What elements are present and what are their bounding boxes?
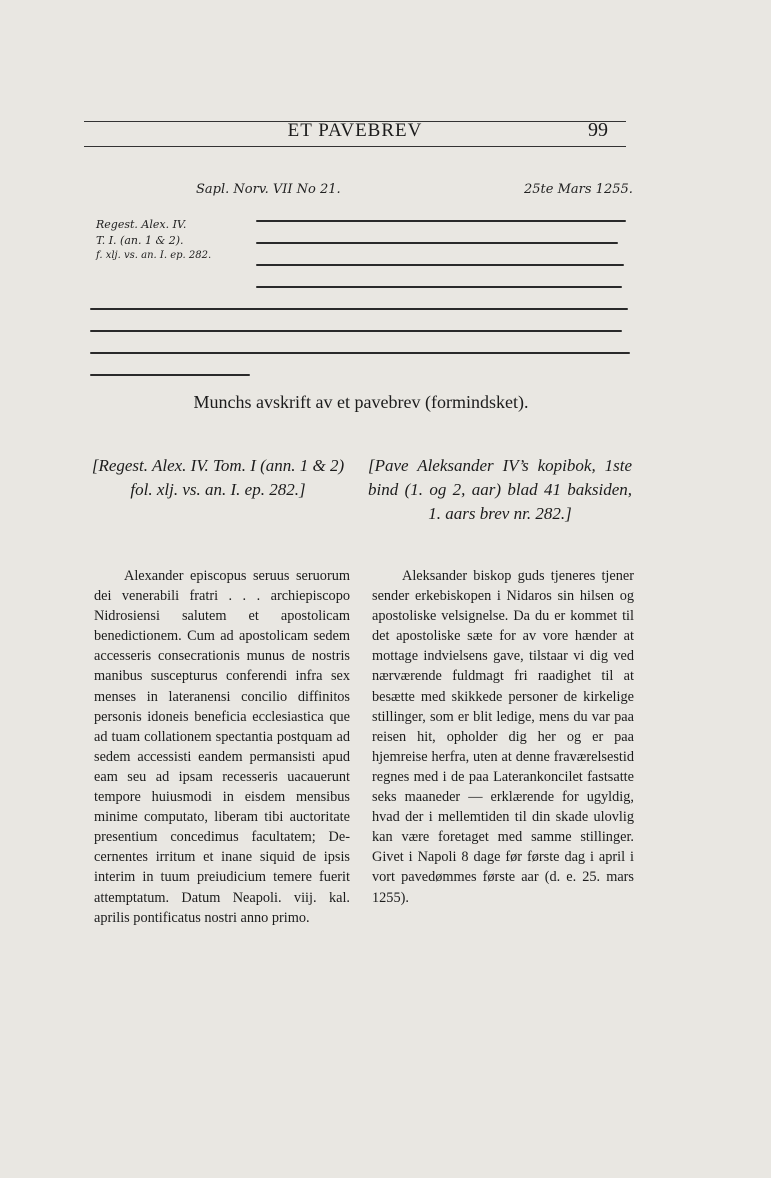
margin-note-line: f. xlj. vs. an. I. ep. 282. — [96, 250, 212, 261]
handwriting-stroke — [90, 374, 250, 376]
latin-source-heading: [Regest. Alex. IV. Tom. I (ann. 1 & 2) fol. xlj. vs. an. I. ep. 282.] — [91, 456, 345, 499]
handwriting-stroke — [90, 352, 630, 354]
latin-paragraph: Alexander episcopus seruus seruorum dei venerabili fratri . . . archiepiscopo Nidrosiensi salutem et apostolicam benedictionem. Cum ad apostolicam sedem accesseris consecrationis munus de nostris manibus suscepturus conferendi infra sex menses in lateranensi concilio diffinitos personis idoneis beneficia ecclesiastica que ad tuam collationem spectantia postquam ad sedem accessisti eandem permansisti apud eam seu ad ipsam recesseris uacauerunt tempore huiusmodi in eisdem mensibus minime computato, liberam tibi auctoritate presentium concedimus facultatem; Decernentes irritum et inane siquid de ipsis interim in tuum preiudicium temere fuerit attemptatum. Datum Neapoli. viij. kal. aprilis pontificatus nostri anno primo. — [94, 568, 350, 926]
handwriting-stroke — [90, 330, 622, 332]
handwriting-stroke — [256, 286, 622, 288]
handwriting-stroke — [90, 308, 628, 310]
norwegian-text-column — [372, 566, 634, 908]
running-title: ET PAVEBREV — [287, 120, 423, 141]
margin-note-line: T. I. (an. 1 & 2). — [96, 234, 184, 247]
norwegian-source-heading: [Pave Aleksander IV’s kopibok, 1ste bind (1. og 2, aar) blad 41 baksiden, 1. aars brev nr. 282.] — [368, 456, 632, 523]
figure-caption: Munchs avskrift av et pavebrev (formindsket). — [193, 392, 529, 412]
handwriting-stroke — [256, 220, 626, 222]
date-note: 25te Mars 1255. — [524, 182, 633, 197]
margin-note-line: Regest. Alex. IV. — [96, 218, 187, 231]
header-rule-bottom — [84, 146, 626, 147]
archive-reference: Sapl. Norv. VII No 21. — [196, 182, 341, 197]
handwriting-stroke — [256, 242, 618, 244]
norwegian-paragraph: Aleksander biskop guds tjeneres tjener sender erkebiskopen i Nidaros sin hilsen og apostoliske velsignelse. Da du er kommet til det apostoliske sæte for av vore hænder at mottage indvielsens gave, tilstaar vi dig ved nærværende fuldmagt fri raadighet til at besætte med skikkede personer de kirkelige stillinger, som er blit ledige, mens du var paa reisen hit, opholder dig her og er paa hjemreise herfra, uten at denne fraværelsestid regnes med i de paa Laterankoncilet fastsatte seks maaneder — erklærende for ugyldig, hvad der i mellemtiden til din skade ulovlig kan være foretaget med samme stillinger. Givet i Napoli 8 dage før første dag i april i vort pavedømmes første aar (d. e. 25. mars 1255). — [372, 568, 634, 906]
latin-text-column — [94, 566, 350, 928]
handwriting-stroke — [256, 264, 624, 266]
handwritten-transcript-facsimile — [88, 180, 634, 390]
page-number: 99 — [588, 119, 608, 141]
